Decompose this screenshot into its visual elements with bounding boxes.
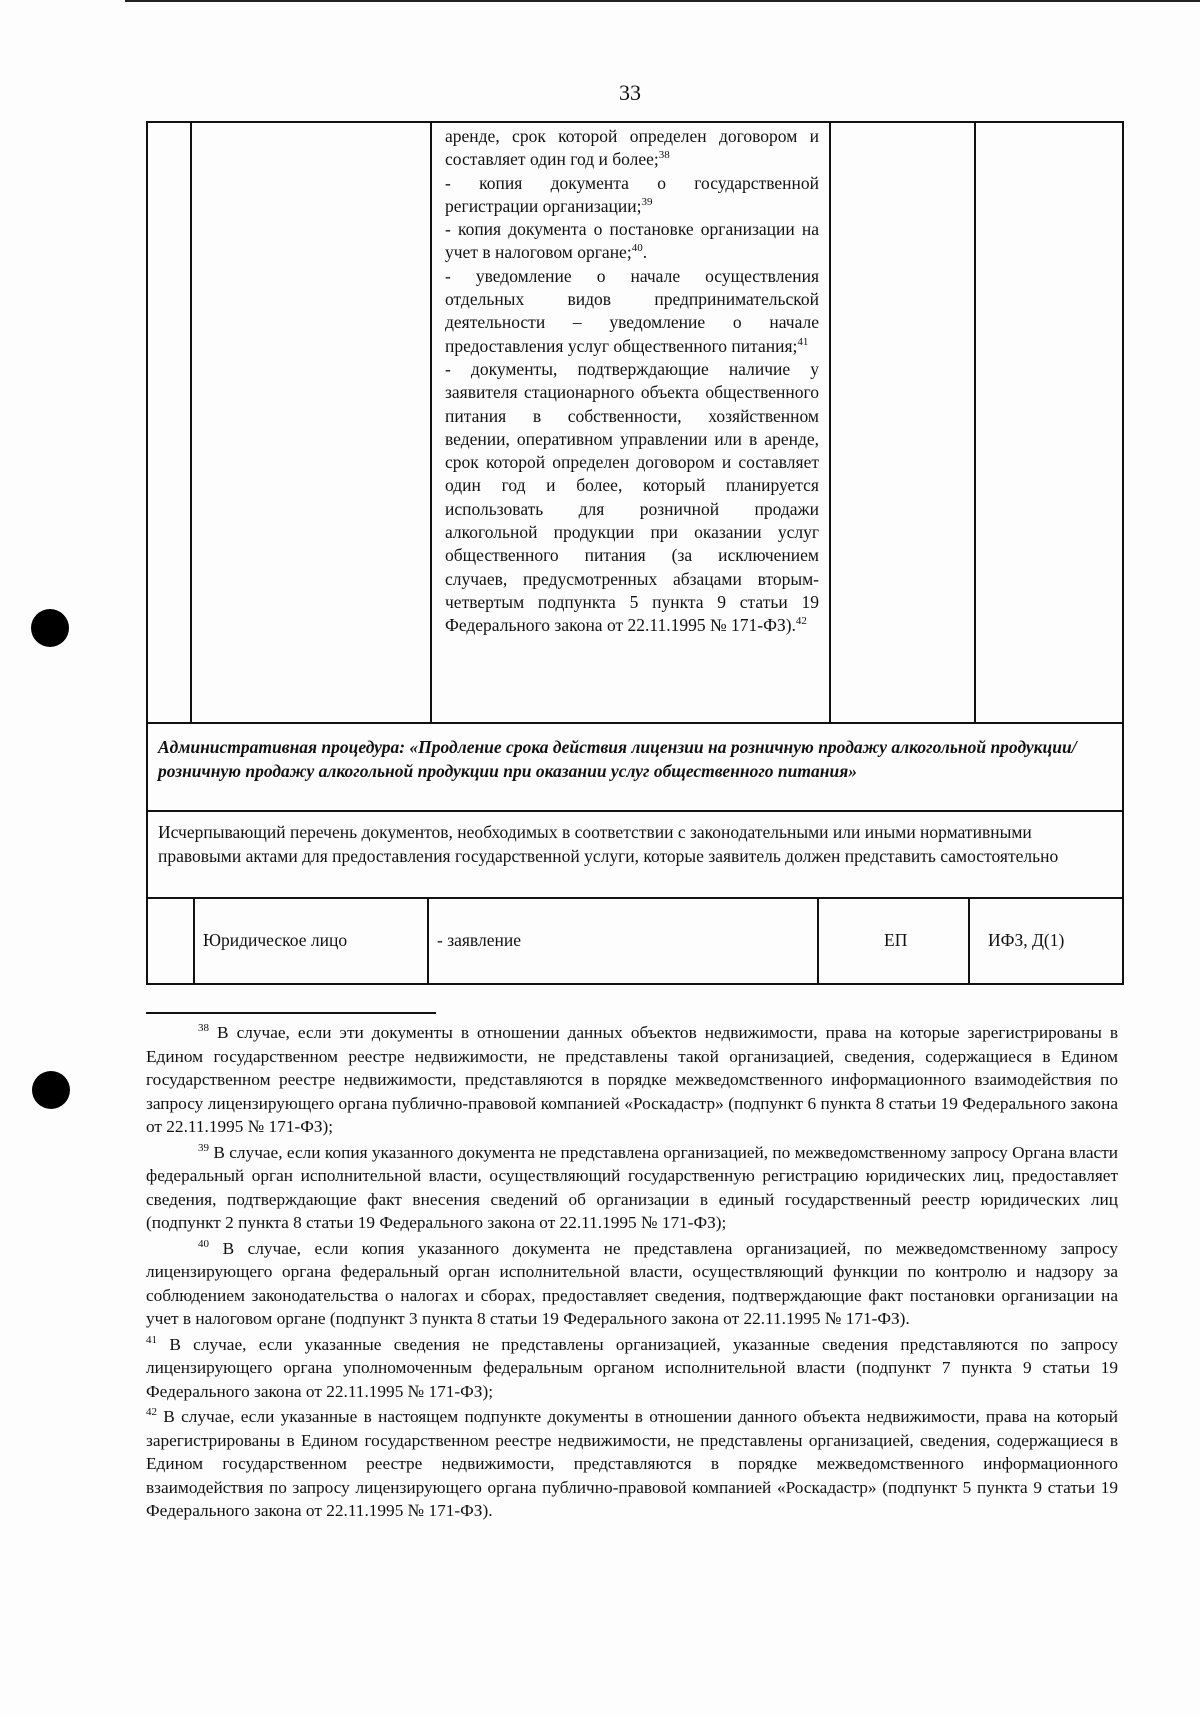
documents-list-item: - уведомление о начале осуществления отдельных видов предпринимательской деятельности – уведомление о начале предоставления услуг общественного питания;$^{41}$: [445, 265, 819, 356]
table-line: [146, 121, 148, 984]
documents-list-item: аренде, срок которой определен договором и составляет один год и более;$^{38}$: [445, 126, 819, 170]
footnote: $^{39}$ В случае, если копия указанного документа не представлена организацией, по межведомственному запросу Органа власти федеральный орган исполнительной власти, осуществляющий государственную регистрацию юридических лиц, предоставляет сведения, подтверждающие факт внесения сведений об организации в единый государственный реестр юридических лиц (подпункт 2 пункта 8 статьи 19 Федерального закона от 22.11.1995 № 171-ФЗ);: [146, 1141, 1118, 1232]
procedure-title: Административная процедура: «Продление срока действия лицензии на розничную продажу алкогольной продукции/розничную продажу алкогольной продукции при оказании услуг общественного питания»: [158, 737, 1077, 781]
table-line: [430, 121, 432, 722]
documents-heading: Исчерпывающий перечень документов, необходимых в соответствии с законодательными или иными нормативными правовыми актами для предоставления государственной услуги, которые заявитель должен представить самостоятельно: [158, 822, 1059, 866]
footnote: $^{41}$ В случае, если указанные сведения не представлены организацией, указанные сведения представляются по запросу лицензирующего органа уполномоченным федеральным органом исполнительной власти (подпункт 7 пункта 9 статьи 19 Федерального закона от 22.11.1995 № 171-ФЗ);: [146, 1333, 1119, 1401]
document-cell: - заявление: [437, 930, 521, 950]
table-line: [146, 897, 1124, 899]
footnote: $^{38}$ В случае, если эти документы в отношении данных объектов недвижимости, права на которые зарегистрированы в Едином государственном реестре недвижимости, не представлены такой организацией, сведения, содержащиеся в Едином государственном реестре недвижимости, представляются в порядке межведомственного информационного взаимодействия по запросу лицензирующего органа публично-правовой компанией «Роскадастр» (подпункт 6 пункта 8 статьи 19 Федерального закона от 22.11.1995 № 171-ФЗ);: [146, 1022, 1118, 1136]
table-line: [817, 897, 819, 984]
table-line: [193, 897, 195, 984]
table-line: [968, 897, 970, 984]
table-line: [974, 121, 976, 722]
table-line: [146, 810, 1124, 812]
documents-list-cell: [445, 125, 819, 638]
footnote: $^{42}$ В случае, если указанные в настоящем подпункте документы в отношении данного объекта недвижимости, права на который зарегистрированы в Едином государственном реестре недвижимости, не представлены организацией, сведения, содержащиеся в Едином государственном реестре недвижимости, представляются в порядке межведомственного информационного взаимодействия по запросу лицензирующего органа публично-правовой компанией «Роскадастр» (подпункт 5 пункта 9 статьи 19 Федерального закона от 22.11.1995 № 171-ФЗ).: [146, 1406, 1118, 1520]
top-edge-line: [125, 0, 1200, 2]
table-line: [1122, 121, 1124, 984]
footnotes: [146, 1021, 1118, 1525]
table-line: [146, 722, 1124, 724]
page-number: 33: [619, 80, 641, 105]
applicant-cell: Юридическое лицо: [203, 930, 348, 950]
table-line: [190, 121, 192, 722]
table-line: [146, 121, 1124, 123]
table-line: [427, 897, 429, 984]
table-line: [829, 121, 831, 722]
table-line: [146, 983, 1124, 985]
footnote-separator: [146, 1012, 436, 1014]
source-cell: ИФЗ, Д(1): [988, 930, 1065, 950]
format-cell: ЕП: [884, 930, 908, 950]
punch-hole-mark: [32, 1071, 70, 1109]
footnote: $^{40}$ В случае, если копия указанного документа не представлена организацией, по межведомственному запросу лицензирующего органа федеральный орган исполнительной власти, осуществляющий функции по контролю и надзору за соблюдением законодательства о налогах и сборах, предоставляет сведения, подтверждающие факт постановки организации на учет в налоговом органе (подпункт 3 пункта 8 статьи 19 Федерального закона от 22.11.1995 № 171-ФЗ).: [146, 1237, 1118, 1328]
punch-hole-mark: [31, 609, 69, 647]
documents-list-item: - копия документа о государственной регистрации организации;$^{39}$: [445, 172, 819, 216]
documents-list-item: - документы, подтверждающие наличие у заявителя стационарного объекта общественного питания в собственности, хозяйственном ведении, оперативном управлении или в аренде, срок которой определен договором и составляет один год и более, который планируется использовать для розничной продажи алкогольной продукции при оказании услуг общественного питания (за исключением случаев, предусмотренных абзацами вторым-четвертым подпункта 5 пункта 9 статьи 19 Федерального закона от 22.11.1995 № 171-ФЗ).$^{42}$: [445, 358, 819, 636]
documents-list-item: - копия документа о постановке организации на учет в налоговом органе;$^{40}$.: [445, 219, 819, 263]
